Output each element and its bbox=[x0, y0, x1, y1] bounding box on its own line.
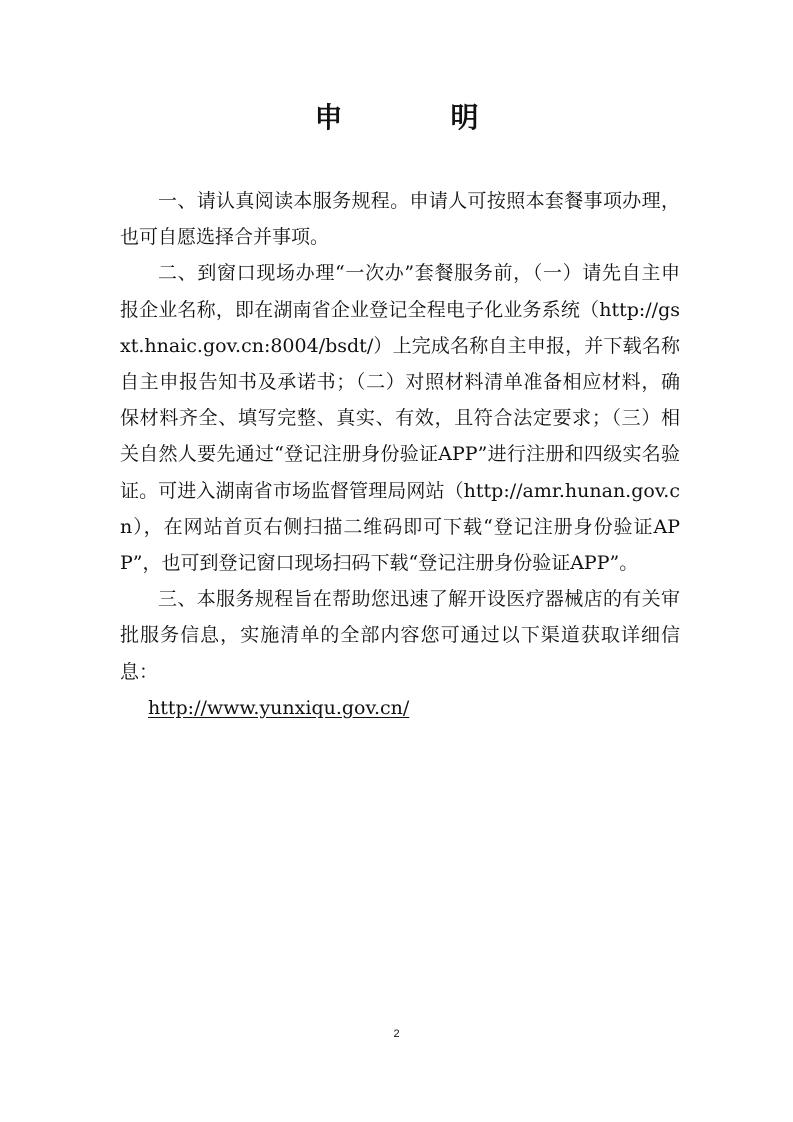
paragraph-3: 三、本服务规程旨在帮助您迅速了解开设医疗器械店的有关审批服务信息，实施清单的全部内容您可通过以下渠道获取详细信息： bbox=[120, 588, 680, 683]
paragraph-2: 二、到窗口现场办理“一次办”套餐服务前，（一）请先自主申报企业名称，即在湖南省企业登记全程电子化业务系统（http://gsxt.hnaic.gov.cn:8004/bsdt/）上完成名称自主申报，并下载名称自主申报告知书及承诺书；（二）对照材料清单准备相应材料，确保材料齐全、填写完整、真实、有效，且符合法定要求；（三）相关自然人要先通过“登记注册身份验证APP”进行注册和四级实名验证。可进入湖南省市场监督管理局网站（http://amr.hunan.gov.cn），在网站首页右侧扫描二维码即可下载“登记注册身份验证APP”，也可到登记窗口现场扫码下载“登记注册身份验证APP”。 bbox=[120, 262, 680, 575]
document-body bbox=[120, 183, 680, 726]
paragraph-1: 一、请认真阅读本服务规程。申请人可按照本套餐事项办理，也可自愿选择合并事项。 bbox=[120, 190, 680, 249]
website-link-line bbox=[120, 690, 680, 726]
page-number: 2 bbox=[393, 1028, 400, 1040]
page-title: 申 明 bbox=[314, 101, 519, 134]
website-link[interactable]: http://www.yunxiqu.gov.cn/ bbox=[148, 696, 410, 719]
